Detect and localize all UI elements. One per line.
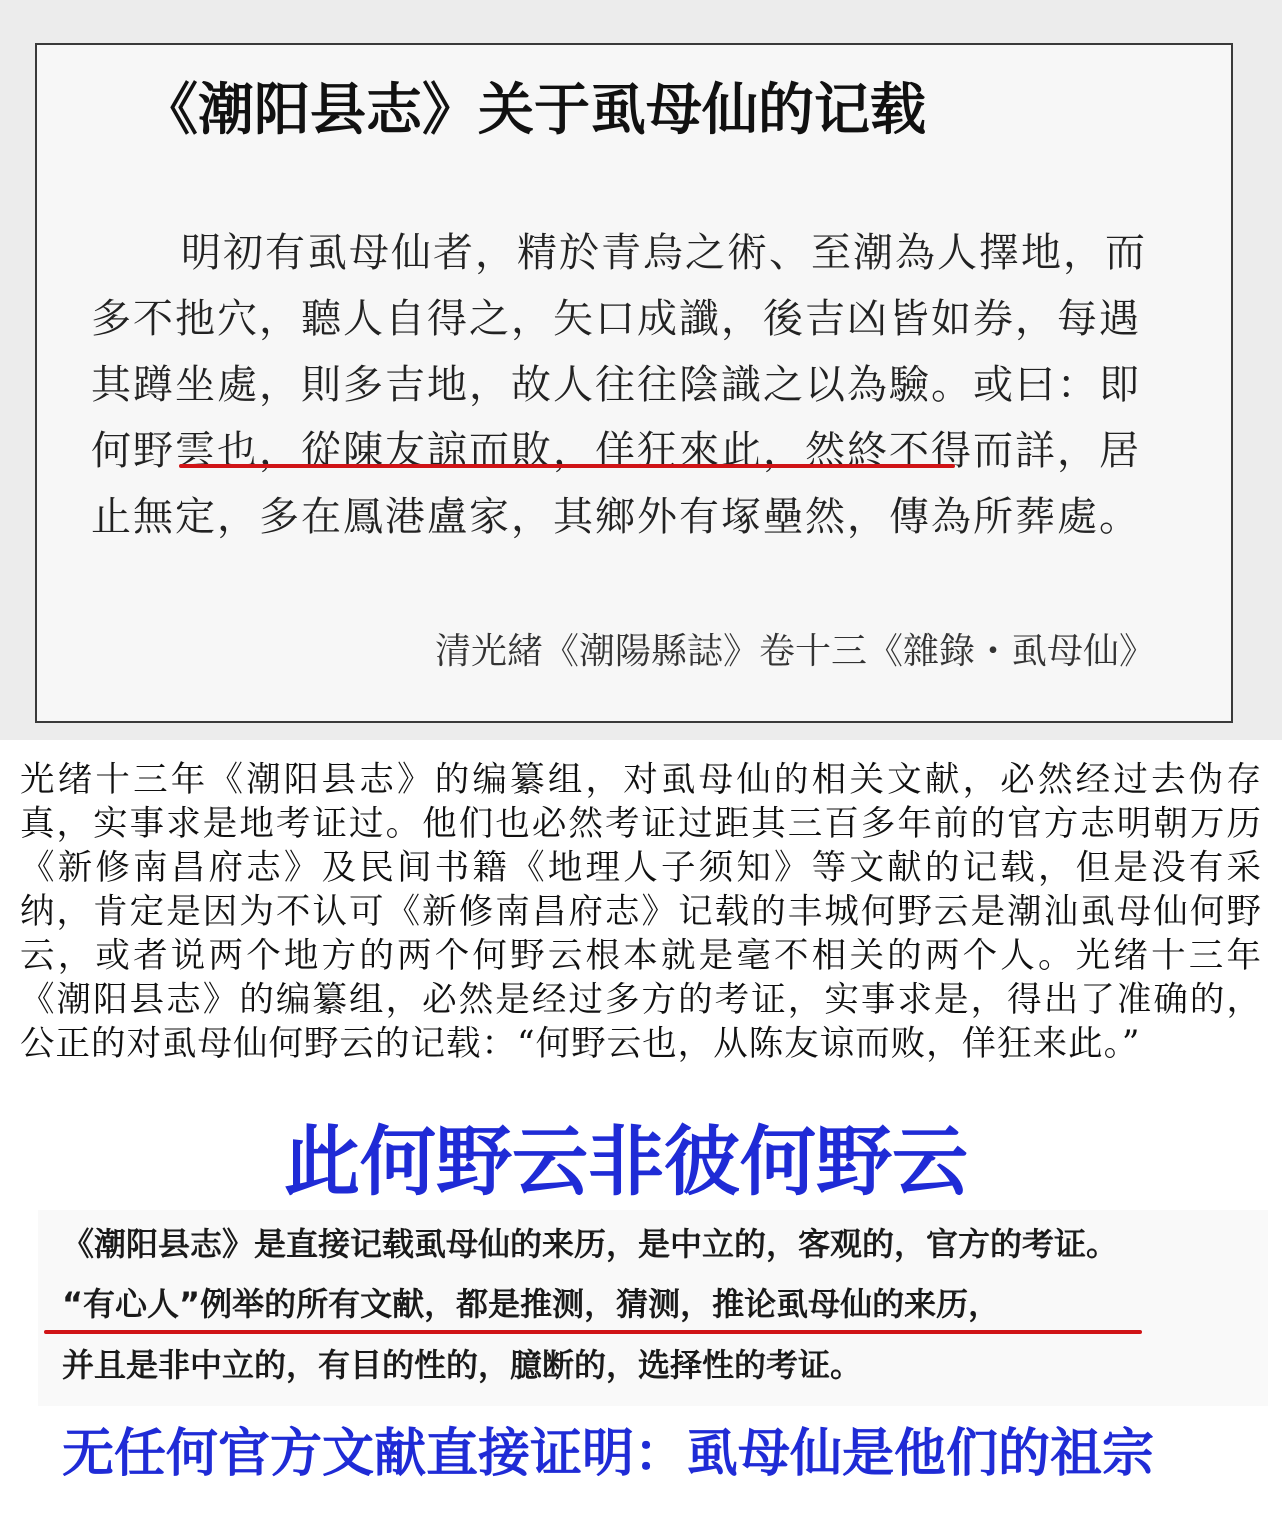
commentary-paragraph: 光绪十三年《潮阳县志》的编纂组，对虱母仙的相关文献，必然经过去伪存真，实事求是地考证过。他们也必然考证过距其三百多年前的官方志明朝万历《新修南昌府志》及民间书籍《地理人子须知》等文献的记载，但是没有采纳，肯定是因为不认可《新修南昌府志》记载的丰城何野云是潮汕虱母仙何野云，或者说两个地方的两个何野云根本就是毫不相关的两个人。光绪十三年《潮阳县志》的编纂组，必然是经过多方的考证，实事求是，得出了准确的，公正的对虱母仙何野云的记载：“何野云也，从陈友谅而败，佯狂来此。” xyxy=(20,760,1262,1064)
excerpt-line-2: “有心人”例举的所有文献，都是推测，猜测，推论虱母仙的来历， xyxy=(62,1285,1001,1323)
excerpt-line-3: 并且是非中立的，有目的性的，臆断的，选择性的考证。 xyxy=(62,1346,863,1384)
excerpt-panel xyxy=(38,1210,1268,1406)
classical-passage xyxy=(91,220,1181,550)
excerpt-line-1: 《潮阳县志》是直接记载虱母仙的来历，是中立的，客观的，官方的考证。 xyxy=(62,1225,1119,1263)
passage-after-underline: ，然終不得而詳，居止無定，多在鳳港盧家，其鄉外有塚壘然，傳為所葬處。 xyxy=(91,428,1141,540)
conclusion-heading: 无任何官方文献直接证明：虱母仙是他们的祖宗 xyxy=(62,1424,1155,1484)
excerpt-red-underline xyxy=(44,1330,1142,1334)
document-title: 《潮阳县志》关于虱母仙的记载 xyxy=(142,77,926,143)
passage-before-underline: 明初有虱母仙者，精於青烏之術、至潮為人擇地，而多不扡穴，聽人自得之，矢口成讖，後吉凶皆如券，每遇其蹲坐處，則多吉地，故人往往陰識之以為驗。或曰： xyxy=(91,230,1147,408)
scanned-excerpt-panel xyxy=(0,0,1282,740)
red-underline-mark xyxy=(179,464,955,468)
banner-heading: 此何野云非彼何野云 xyxy=(284,1117,968,1206)
passage-underlined: 即何野雲也，從陳友諒而敗，佯狂來此 xyxy=(91,362,1141,474)
document-box xyxy=(35,43,1233,723)
source-citation: 清光緒《潮陽縣誌》卷十三《雜錄・虱母仙》 xyxy=(434,631,1155,672)
